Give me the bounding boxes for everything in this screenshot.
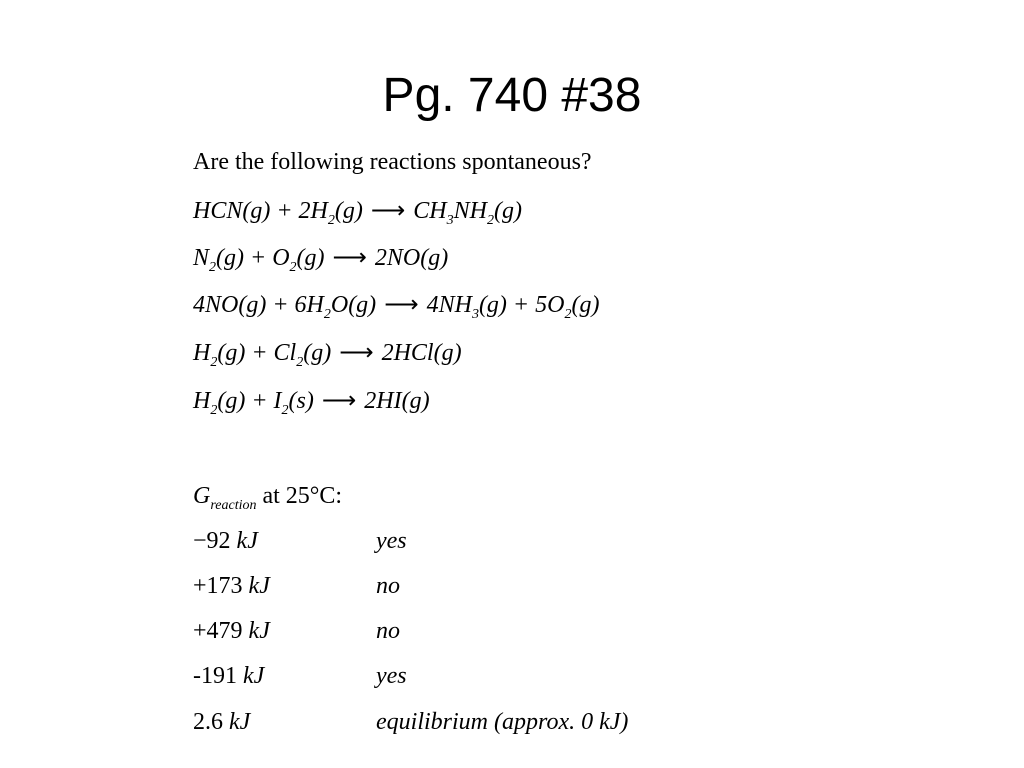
reaction-3 (193, 290, 599, 320)
result-number: +479 (193, 618, 249, 644)
result-value (193, 707, 250, 737)
reaction-2 (193, 243, 448, 273)
reaction-4-subscript: 2 (296, 355, 304, 370)
reaction-3-part: O(g) (330, 292, 377, 318)
reaction-4-part: 2HCl(g) (381, 340, 462, 366)
result-unit: kJ (248, 618, 270, 644)
result-verdict: yes (376, 663, 407, 689)
reaction-4-part: (g) + Cl (217, 340, 297, 366)
reaction-3-part: 4NO(g) + 6H (193, 292, 324, 318)
reaction-5-part: (g) + I (217, 388, 282, 414)
reaction-2-subscript: 2 (289, 260, 297, 275)
result-number: −92 (193, 528, 237, 554)
reaction-4-subscript: 2 (210, 355, 218, 370)
result-unit: kJ (236, 528, 258, 554)
reaction-1-part: HCN (193, 198, 243, 224)
reaction-2-part: (g) (296, 245, 325, 271)
reaction-3-subscript: 3 (471, 307, 479, 322)
result-unit: kJ (229, 709, 251, 735)
reaction-3-subscript: 2 (564, 307, 572, 322)
reaction-1-part: (g) + 2H (242, 198, 328, 224)
result-verdict: equilibrium (approx. 0 kJ) (376, 709, 629, 735)
results-header-text: at 25°C: (256, 483, 343, 509)
reaction-1-part: NH (453, 198, 487, 224)
reaction-5 (193, 386, 430, 416)
reaction-1-part: (g) (334, 198, 363, 224)
results-header (193, 481, 342, 511)
reaction-1-subscript: 2 (486, 213, 494, 228)
reaction-arrow-icon: ⟶ (339, 340, 374, 366)
reaction-4-part: H (193, 340, 211, 366)
result-unit: kJ (248, 573, 270, 599)
reaction-arrow-icon: ⟶ (332, 245, 367, 271)
reaction-4 (193, 338, 462, 368)
result-value (193, 571, 270, 601)
reaction-1-part: CH (413, 198, 447, 224)
result-unit: kJ (243, 663, 265, 689)
reaction-1-subscript: 2 (327, 213, 335, 228)
result-verdict: yes (376, 528, 407, 554)
reaction-5-part: 2HI(g) (364, 388, 430, 414)
reaction-2-subscript: 2 (209, 260, 217, 275)
reaction-2-part: (g) + O (216, 245, 290, 271)
reaction-5-subscript: 2 (210, 403, 218, 418)
result-value (193, 616, 270, 646)
reaction-arrow-icon: ⟶ (321, 388, 357, 414)
reaction-5-subscript: 2 (281, 403, 289, 418)
reaction-5-part: (s) (288, 388, 314, 414)
slide-title: Pg. 740 #38 (382, 69, 642, 122)
gibbs-subscript: reaction (210, 498, 257, 513)
result-verdict: no (376, 573, 400, 599)
result-value (193, 526, 258, 556)
reaction-3-part: (g) + 5O (478, 292, 565, 318)
reaction-5-part: H (193, 388, 211, 414)
reaction-3-subscript: 2 (323, 307, 331, 322)
reaction-1-part: (g) (493, 198, 522, 224)
reaction-3-part: 4NH (426, 292, 472, 318)
reaction-2-part: N (193, 245, 210, 271)
result-value (193, 661, 264, 691)
result-number: -191 (193, 663, 243, 689)
reaction-1 (193, 196, 522, 226)
result-verdict: no (376, 618, 400, 644)
result-number: +173 (193, 573, 249, 599)
reaction-3-part: (g) (571, 292, 600, 318)
result-number: 2.6 (193, 709, 229, 735)
reaction-arrow-icon: ⟶ (384, 292, 419, 318)
reaction-4-part: (g) (303, 340, 332, 366)
reaction-1-subscript: 3 (446, 213, 454, 228)
reaction-arrow-icon: ⟶ (370, 198, 406, 224)
gibbs-symbol: G (193, 483, 211, 509)
reaction-2-part: 2NO(g) (374, 245, 449, 271)
question-text: Are the following reactions spontaneous? (193, 149, 592, 175)
